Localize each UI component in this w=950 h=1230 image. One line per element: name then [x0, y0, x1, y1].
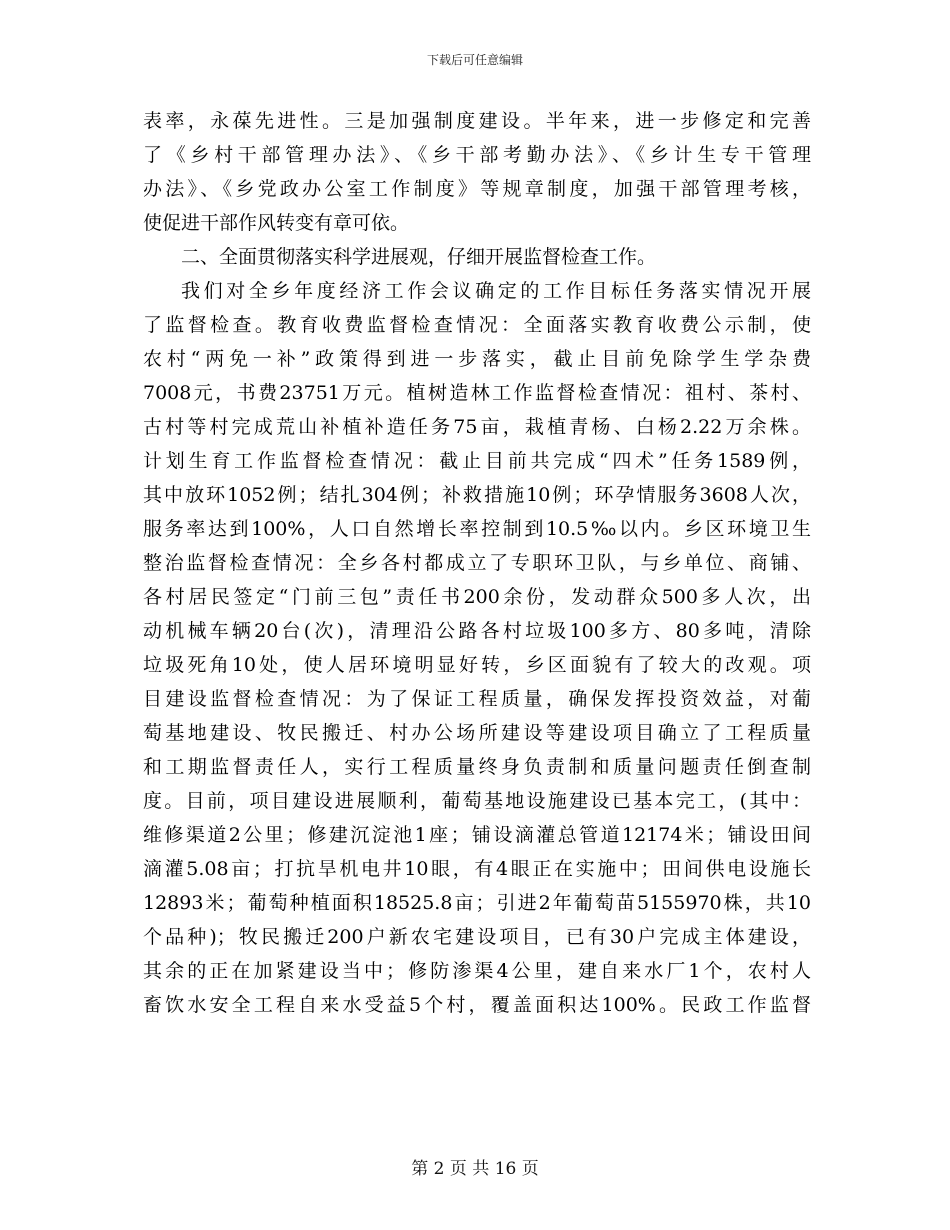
text-line: 维修渠道2公里；修建沉淀池1座；铺设滴灌总管道12174米；铺设田间 — [143, 824, 811, 846]
text-line: 计划生育工作监督检查情况：截止目前共完成“四术”任务1589例， — [143, 450, 811, 472]
text-line: 表率，永葆先进性。三是加强制度建设。半年来，进一步修定和完善 — [143, 110, 811, 132]
page-header: 下载后可任意编辑 — [426, 53, 523, 67]
text-line: 整治监督检查情况：全乡各村都成立了专职环卫队，与乡单位、商铺、 — [143, 552, 811, 574]
text-line: 萄基地建设、牧民搬迁、村办公场所建设等建设项目确立了工程质量 — [143, 722, 811, 744]
text-line: 动机械车辆20台(次)，清理沿公路各村垃圾100多方、80多吨，清除 — [143, 620, 811, 642]
text-line: 目建设监督检查情况：为了保证工程质量，确保发挥投资效益，对葡 — [143, 688, 811, 710]
text-line: 了《乡村干部管理办法》、《乡干部考勤办法》、《乡计生专干管理 — [143, 144, 811, 166]
text-line: 滴灌5.08亩；打抗旱机电井10眼，有4眼正在实施中；田间供电设施长 — [143, 858, 811, 880]
text-line: 垃圾死角10处，使人居环境明显好转，乡区面貌有了较大的改观。项 — [143, 654, 811, 676]
text-line: 畜饮水安全工程自来水受益5个村，覆盖面积达100%。民政工作监督 — [143, 994, 811, 1016]
text-line: 12893米；葡萄种植面积18525.8亩；引进2年葡萄苗5155970株，共10 — [143, 892, 811, 914]
text-line: 各村居民签定“门前三包”责任书200余份，发动群众500多人次，出 — [143, 586, 811, 608]
text-line: 度。目前，项目建设进展顺利，葡萄基地设施建设已基本完工，(其中： — [143, 790, 811, 812]
text-line: 古村等村完成荒山补植补造任务75亩，栽植青杨、白杨2.22万余株。 — [143, 416, 811, 438]
text-line: 服务率达到100%，人口自然增长率控制到10.5‰以内。乡区环境卫生 — [143, 518, 811, 540]
page-number-footer: 第 2 页 共 16 页 — [411, 1159, 539, 1179]
text-line: 办法》、《乡党政办公室工作制度》等规章制度，加强干部管理考核， — [143, 178, 811, 200]
text-line: 和工期监督责任人，实行工程质量终身负责制和质量问题责任倒查制 — [143, 756, 811, 778]
text-line: 7008元，书费23751万元。植树造林工作监督检查情况：祖村、茶村、 — [143, 382, 811, 404]
text-line: 其余的正在加紧建设当中；修防渗渠4公里，建自来水厂1个，农村人 — [143, 960, 811, 982]
text-line: 个品种)；牧民搬迁200户新农宅建设项目，已有30户完成主体建设， — [143, 926, 811, 948]
text-line: 其中放环1052例；结扎304例；补救措施10例；环孕情服务3608人次， — [143, 484, 811, 506]
text-line: 使促进干部作风转变有章可依。 — [143, 212, 410, 234]
text-line: 我们对全乡年度经济工作会议确定的工作目标任务落实情况开展 — [181, 280, 811, 302]
section-heading: 二、全面贯彻落实科学进展观，仔细开展监督检查工作。 — [181, 246, 657, 268]
text-line: 农村“两免一补”政策得到进一步落实，截止目前免除学生学杂费 — [143, 348, 811, 370]
document-body — [143, 104, 811, 1022]
text-line: 了监督检查。教育收费监督检查情况：全面落实教育收费公示制，使 — [143, 314, 811, 336]
